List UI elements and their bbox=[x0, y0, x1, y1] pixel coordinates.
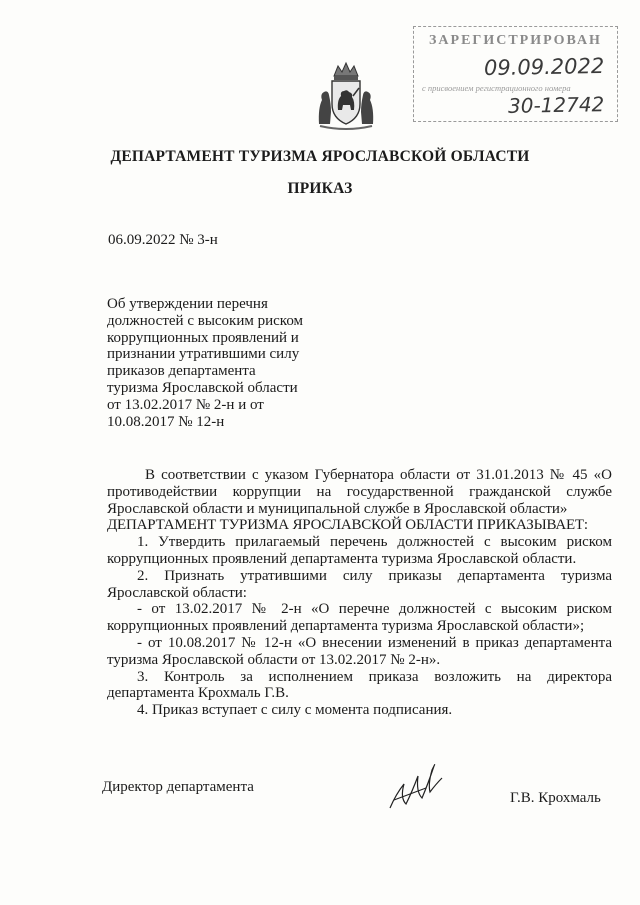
preamble-paragraph: В соответствии с указом Губернатора области от 31.01.2013 № 45 «О противодействии коррупции на государственной гражданской службе Ярославской области и муниципальной службе в Ярославской области» bbox=[107, 467, 612, 517]
subject-line: туризма Ярославской области bbox=[107, 379, 298, 396]
signature-position: Директор департамента bbox=[102, 779, 254, 795]
stamp-date: 09.09.2022 bbox=[483, 53, 605, 81]
stamp-number: 30-12742 bbox=[507, 92, 605, 118]
registration-stamp bbox=[413, 26, 618, 122]
handwritten-signature bbox=[386, 754, 446, 814]
department-title: ДЕПАРТАМЕНТ ТУРИЗМА ЯРОСЛАВСКОЙ ОБЛАСТИ bbox=[110, 148, 530, 165]
order-item-2a: - от 13.02.2017 № 2-н «О перечне должностей с высоким риском коррупционных проявлений департамента туризма Ярославской области»; bbox=[107, 601, 612, 635]
coat-of-arms-icon bbox=[316, 60, 376, 132]
subject-line: признании утратившими силу bbox=[107, 346, 300, 363]
document-date-number: 06.09.2022 № 3-н bbox=[108, 232, 218, 248]
subject-line: 10.08.2017 № 12-н bbox=[107, 413, 225, 430]
subject-line: Об утверждении перечня bbox=[107, 296, 268, 312]
signer-name: Г.В. Крохмаль bbox=[510, 790, 601, 806]
document-body bbox=[107, 467, 612, 719]
document-subject bbox=[107, 296, 327, 430]
orders-paragraph: ДЕПАРТАМЕНТ ТУРИЗМА ЯРОСЛАВСКОЙ ОБЛАСТИ ПРИКАЗЫВАЕТ: bbox=[107, 517, 588, 534]
stamp-title: ЗАРЕГИСТРИРОВАН bbox=[429, 33, 602, 48]
document-type-title: ПРИКАЗ bbox=[287, 180, 353, 197]
subject-line: должностей с высоким риском bbox=[107, 312, 304, 329]
stamp-note: с присвоением регистрационного номера bbox=[422, 83, 571, 93]
subject-line: приказов департамента bbox=[107, 363, 256, 380]
subject-line: от 13.02.2017 № 2-н и от bbox=[107, 396, 264, 413]
order-item-2: 2. Признать утратившими силу приказы департамента туризма Ярославской области: bbox=[107, 567, 612, 601]
subject-line: коррупционных проявлений и bbox=[107, 329, 299, 346]
order-item-3: 3. Контроль за исполнением приказа возложить на директора департамента Крохмаль Г.В. bbox=[107, 668, 612, 702]
order-item-2b: - от 10.08.2017 № 12-н «О внесении изменений в приказ департамента туризма Ярославской области от 13.02.2017 № 2-н». bbox=[107, 634, 612, 668]
order-item-4: 4. Приказ вступает с силу с момента подписания. bbox=[137, 702, 453, 719]
order-item-1: 1. Утвердить прилагаемый перечень должностей с высоким риском коррупционных проявлений департамента туризма Ярославской области. bbox=[107, 534, 612, 567]
